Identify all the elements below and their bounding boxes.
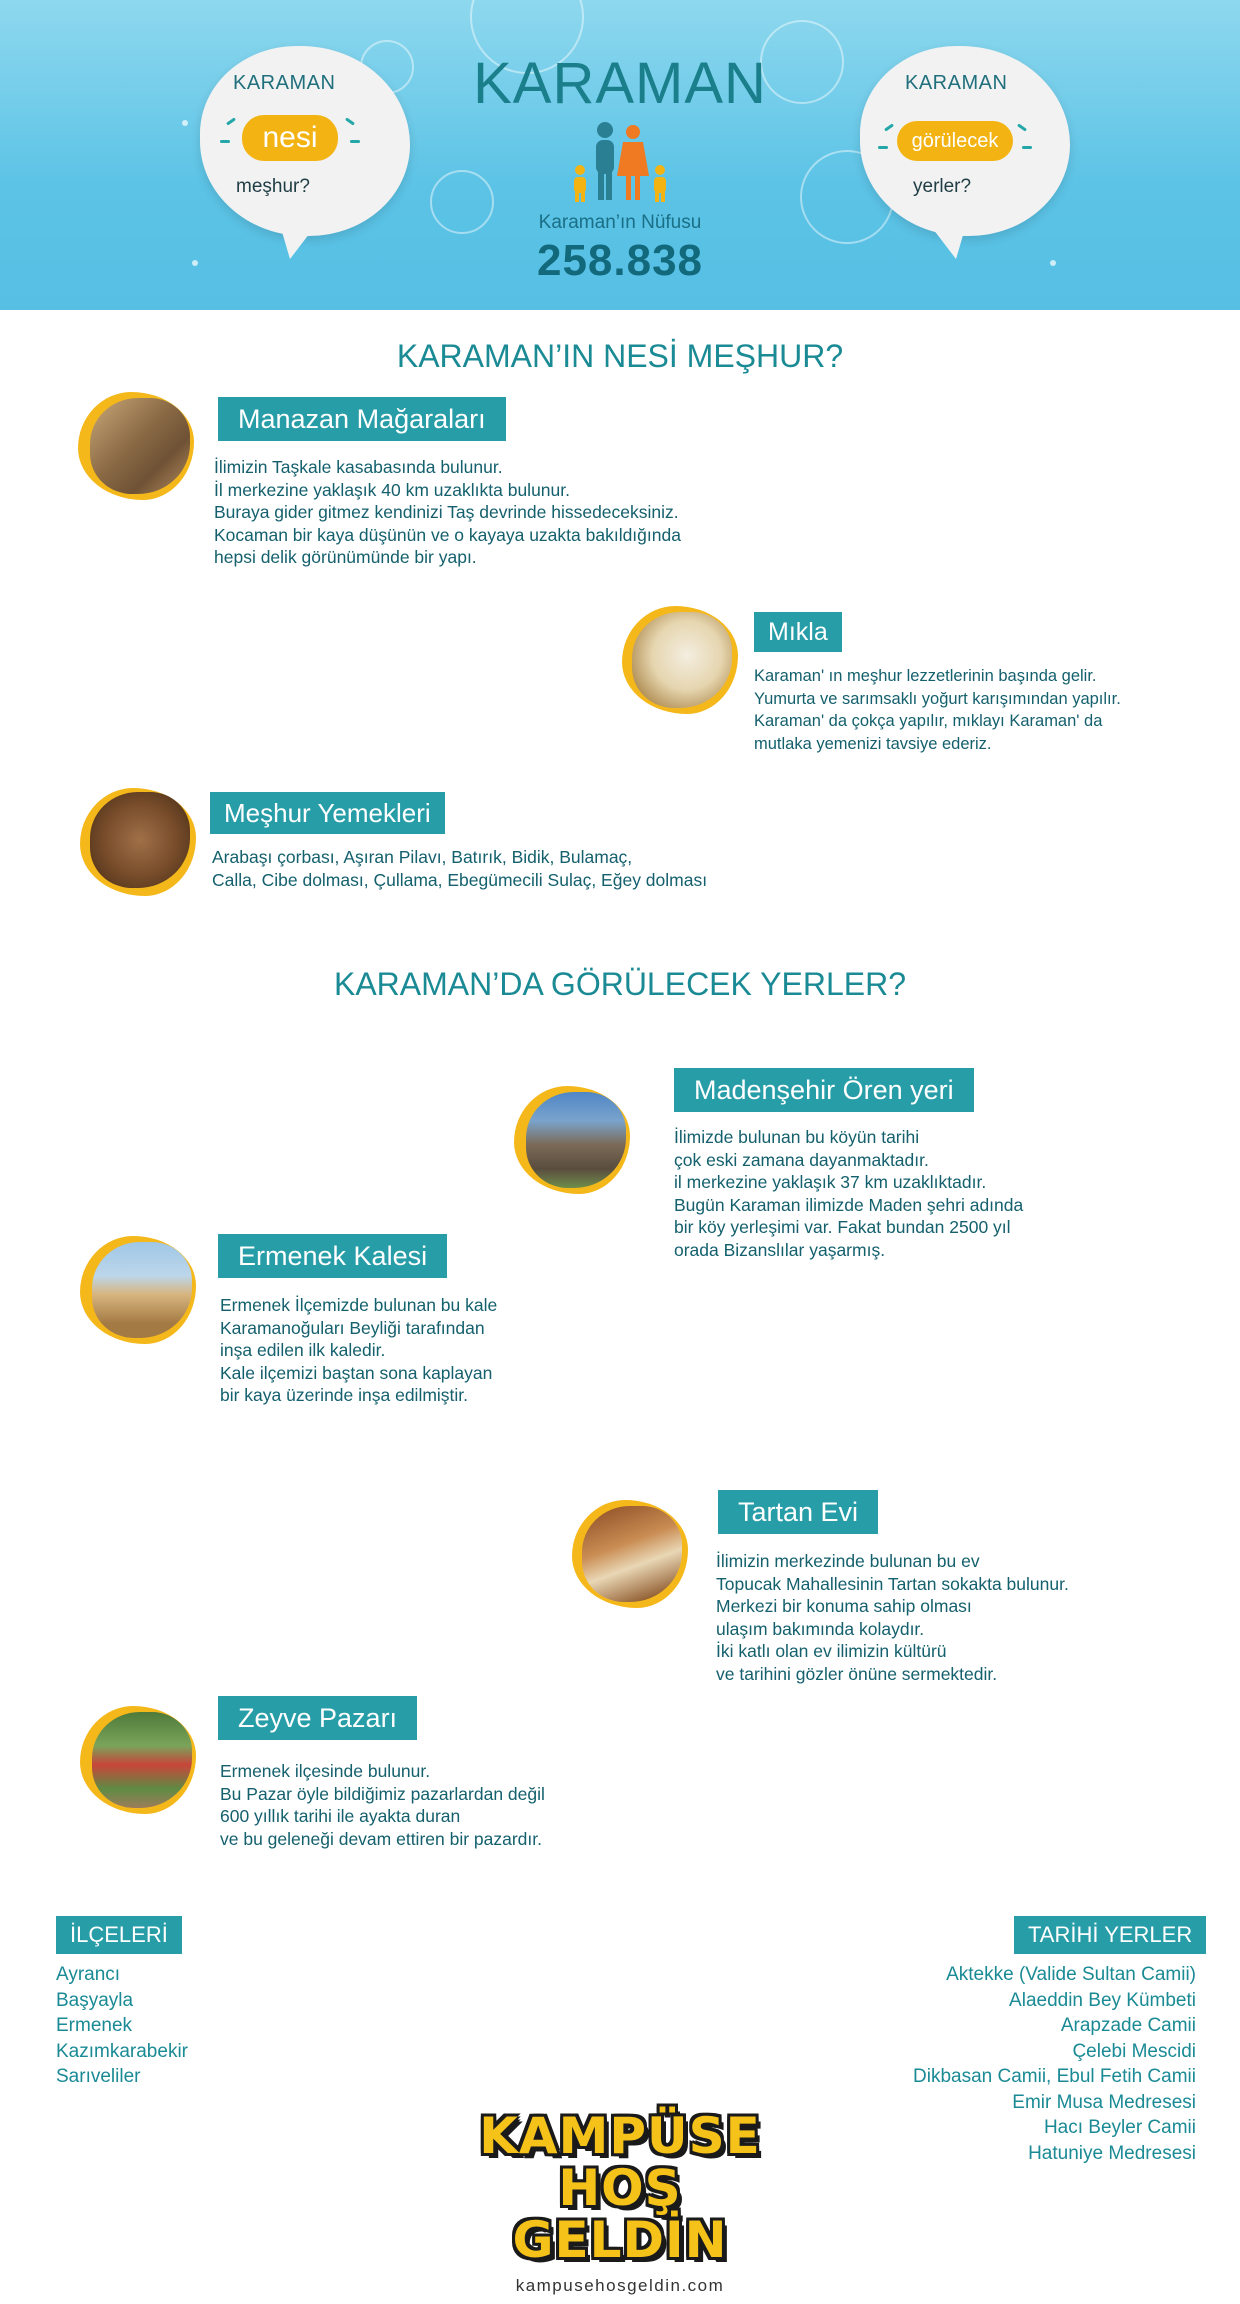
- left-bubble-question: meşhur?: [236, 176, 310, 197]
- districts-list: [56, 1962, 188, 2090]
- historic-item: Aktekke (Valide Sultan Camii): [946, 1964, 1196, 1985]
- left-bubble-title: KARAMAN: [233, 72, 336, 94]
- desc-dishes: Arabaşı çorbası, Aşıran Pilavı, Batırık, Bidik, Bulamaç, Calla, Cibe dolması, Çullama, Ebegümecili Sulaç, Eğey dolması: [212, 847, 708, 890]
- district-item: Başyayla: [56, 1989, 134, 2011]
- historic-list: [913, 1962, 1196, 2166]
- label-manazan: Manazan Mağaraları: [218, 397, 506, 441]
- right-bubble-question: yerler?: [913, 176, 972, 197]
- logo-url: kampusehosgeldin.com: [515, 2276, 725, 2295]
- page-title: KARAMAN: [473, 51, 767, 116]
- ray-decor: [220, 140, 230, 143]
- population-value: 258.838: [536, 236, 704, 285]
- label-dishes: Meşhur Yemekleri: [210, 792, 445, 834]
- district-item: Ayrancı: [56, 1964, 121, 1985]
- label-madensehir: Madenşehir Ören yeri: [674, 1068, 974, 1112]
- label-zeyve: Zeyve Pazarı: [218, 1696, 417, 1740]
- family-icon: [565, 120, 675, 208]
- right-bubble-title: KARAMAN: [905, 72, 1008, 94]
- historic-item: Hatuniye Medresesi: [1028, 2142, 1196, 2164]
- desc-tartan: İlimizin merkezinde bulunan bu ev Topucak Mahallesinin Tartan sokakta bulunur. Merkezi bir konuma sahip olması ulaşım bakımında kolaydır. İki katlı olan ev ilimizin kültürü ve tarihini gözler önüne sermektedir.: [716, 1551, 1069, 1684]
- label-mikla: Mıkla: [754, 612, 842, 652]
- district-item: Sarıveliler: [56, 2066, 141, 2087]
- population-label: Karaman’ın Nüfusu: [538, 212, 702, 233]
- historic-item: Dikbasan Camii, Ebul Fetih Camii: [913, 2066, 1196, 2087]
- label-tartan: Tartan Evi: [718, 1490, 878, 1534]
- right-bubble-pill: görülecek: [897, 121, 1013, 161]
- districts-header: İLÇELERİ: [56, 1916, 182, 1954]
- section-title-famous: KARAMAN’IN NESİ MEŞHUR?: [396, 338, 844, 374]
- historic-header: TARİHİ YERLER: [1014, 1916, 1206, 1954]
- desc-madensehir: İlimizde bulunan bu köyün tarihi çok eski zamana dayanmaktadır. il merkezine yaklaşık 37 km uzaklıktadır. Bugün Karaman ilimizde Maden şehri adında bir köy yerleşimi var. Fakat bundan 2500 yıl orada Bizanslılar yaşarmış.: [674, 1127, 1024, 1260]
- header-banner: [0, 0, 1240, 310]
- ray-decor: [350, 140, 360, 143]
- label-ermenek: Ermenek Kalesi: [218, 1234, 447, 1278]
- historic-item: Emir Musa Medresesi: [1012, 2091, 1196, 2113]
- desc-ermenek: Ermenek İlçemizde bulunan bu kale Karamanoğuları Beyliği tarafından inşa edilen ilk kaledir. Kale ilçemizi baştan sona kaplayan bir kaya üzerinde inşa edilmiştir.: [220, 1295, 498, 1405]
- left-bubble-pill: nesi: [242, 115, 338, 161]
- district-item: Kazımkarabekir: [56, 2040, 188, 2062]
- ray-decor: [878, 146, 888, 149]
- desc-mikla: Karaman' ın meşhur lezzetlerinin başında gelir. Yumurta ve sarımsaklı yoğurt karışımından yapılır. Karaman' da çokça yapılır, mıklayı Karaman' da mutlaka yemenizi tavsiye ederiz.: [754, 667, 1121, 753]
- desc-zeyve: Ermenek ilçesinde bulunur. Bu Pazar öyle bildiğimiz pazarlardan değil 600 yıllık tarihi ile ayakta duran ve bu geleneği devam ettiren bir pazardır.: [220, 1761, 545, 1849]
- historic-item: Çelebi Mescidi: [1072, 2040, 1196, 2062]
- desc-manazan: İlimizin Taşkale kasabasında bulunur. İl merkezine yaklaşık 40 km uzaklıkta bulunur. Buraya gider gitmez kendinizi Taş devrinde hissedeceksiniz. Kocaman bir kaya düşünün ve o kayaya uzakta bakıldığında hepsi delik görünümünde bir yapı.: [214, 457, 681, 567]
- site-logo: [470, 2107, 770, 2296]
- historic-item: Alaeddin Bey Kümbeti: [1009, 1989, 1196, 2011]
- district-item: Ermenek: [56, 2015, 133, 2036]
- logo-line1: KAMPÜSE: [479, 2107, 761, 2165]
- section-title-places: KARAMAN’DA GÖRÜLECEK YERLER?: [333, 966, 907, 1002]
- historic-item: Arapzade Camii: [1060, 2015, 1196, 2036]
- decor-dot: [182, 120, 188, 126]
- logo-line2: HOŞ GELDİN: [512, 2159, 728, 2269]
- historic-item: Hacı Beyler Camii: [1043, 2117, 1196, 2138]
- ray-decor: [1022, 146, 1032, 149]
